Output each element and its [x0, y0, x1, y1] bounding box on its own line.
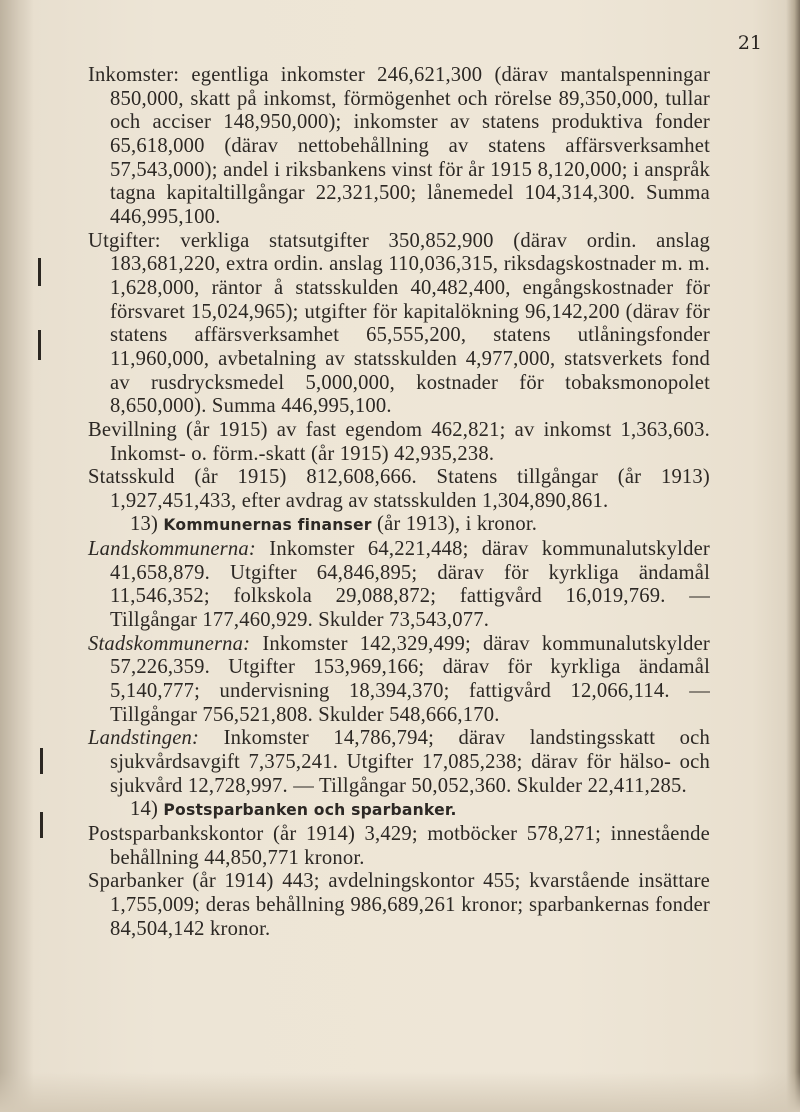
- margin-pencil-mark: [38, 258, 41, 286]
- paragraph-sparbanker: Sparbanker (år 1914) 443; avdelningskontor 455; kvarstående insättare 1,755,009; deras behållning 986,689,261 kronor; sparbankernas fonder 84,504,142 kronor.: [88, 870, 710, 940]
- page-number: 21: [737, 32, 762, 54]
- paragraph-stadskommunerna: [88, 633, 710, 728]
- page-gutter-shadow: [0, 0, 34, 1112]
- paragraph-lead: Stadskommunerna:: [88, 632, 251, 655]
- paragraph-postsparbankskontor: Postsparbankskontor (år 1914) 3,429; motböcker 578,271; innestående behållning 44,850,771 kronor.: [88, 823, 710, 869]
- paragraph-body: Inkomster 142,329,499; därav kommunalutskylder 57,226,359. Utgifter 153,969,166; därav för kyrkliga ändamål 5,140,777; undervisning 18,394,370; fattigvård 12,066,114. — Tillgångar 756,521,808. Skulder 548,666,170.: [110, 632, 710, 726]
- margin-pencil-mark: [40, 748, 43, 774]
- paragraph-lead: Landskommunerna:: [88, 538, 256, 561]
- paragraph-bevillning: Bevillning (år 1915) av fast egendom 462,821; av inkomst 1,363,603. Inkomst- o. förm.-skatt (år 1915) 42,935,238.: [88, 418, 710, 465]
- page-bottom-edge: [0, 1072, 800, 1112]
- body-text: [88, 64, 710, 941]
- section-number: 14): [130, 798, 159, 821]
- paragraph-body: Inkomster 14,786,794; därav landstingsskatt och sjukvårdsavgift 7,375,241. Utgifter 17,085,238; därav för hälso- och sjukvård 12,728,997. — Tillgångar 50,052,360. Skulder 22,411,285.: [110, 727, 710, 797]
- margin-pencil-mark: [40, 812, 43, 838]
- section-heading-14: [88, 798, 710, 823]
- page-right-edge: [786, 0, 800, 1112]
- paragraph-body: Inkomster 64,221,448; därav kommunalutskylder 41,658,879. Utgifter 64,846,895; därav för kyrkliga ändamål 11,546,352; folkskola 29,088,872; fattigvård 16,019,769. — Tillgångar 177,460,929. Skulder 73,543,077.: [110, 538, 710, 632]
- paragraph-landskommunerna: [88, 538, 710, 633]
- section-heading-13: [88, 513, 710, 538]
- margin-pencil-mark: [38, 330, 41, 360]
- section-title-rest: (år 1913), i kronor.: [377, 513, 538, 536]
- section-title: Postsparbanken och sparbanker.: [163, 801, 457, 820]
- section-number: 13): [130, 513, 159, 536]
- paragraph-utgifter: Utgifter: verkliga statsutgifter 350,852,900 (därav ordin. anslag 183,681,220, extra ordin. anslag 110,036,315, riksdagskostnader m. m. 1,628,000, räntor å statsskulden 40,482,400, engångskostnader för försvaret 15,024,965); utgifter för kapitalökning 96,142,200 (därav för statens affärsverksamhet 65,555,200, statens utlåningsfonder 11,960,000, avbetalning av statsskulden 4,977,000, statsverkets fond av rusdrycksmedel 5,000,000, kostnader för tobaksmonopolet 8,650,000). Summa 446,995,100.: [88, 229, 710, 418]
- paragraph-inkomster: Inkomster: egentliga inkomster 246,621,300 (därav mantalspenningar 850,000, skatt på inkomst, förmögenhet och rörelse 89,350,000, tullar och acciser 148,950,000); inkomster av statens produktiva fonder 65,618,000 (därav nettobehållning av statens affärsverksamhet 57,543,000); andel i riksbankens vinst för år 1915 8,120,000; i anspråk tagna kapitaltillgångar 22,321,500; lånemedel 104,314,300. Summa 446,995,100.: [88, 64, 710, 228]
- paragraph-landstingen: [88, 727, 710, 798]
- paragraph-statsskuld: Statsskuld (år 1915) 812,608,666. Statens tillgångar (år 1913) 1,927,451,433, efter avdrag av statsskulden 1,304,890,861.: [88, 466, 710, 512]
- section-title: Kommunernas finanser: [163, 516, 372, 535]
- paragraph-lead: Landstingen:: [88, 727, 200, 750]
